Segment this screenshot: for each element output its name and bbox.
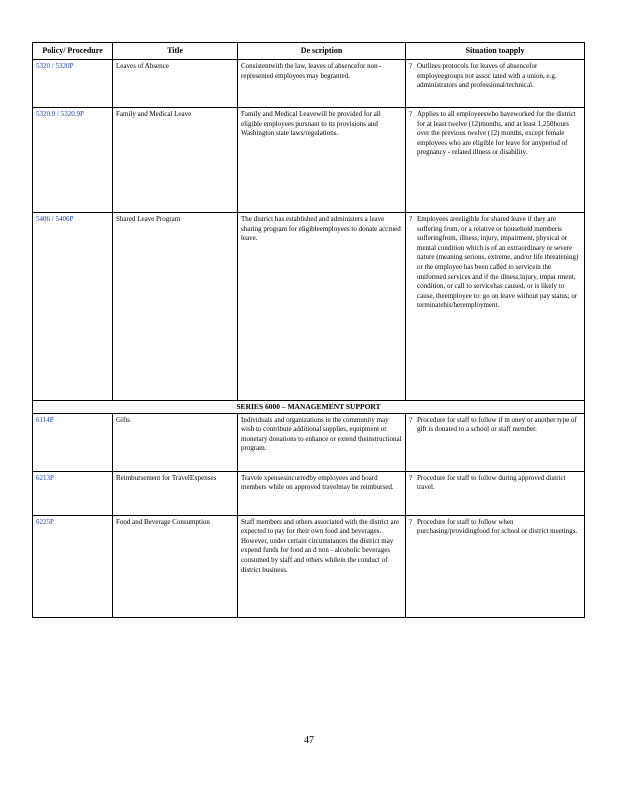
bullet-icon: ? xyxy=(409,415,413,424)
policy-situation xyxy=(406,413,585,471)
policy-code: 6114P xyxy=(33,413,113,471)
policy-title: Food and Beverage Consumption xyxy=(113,515,238,617)
policy-code: 5320.9 / 5320.9P xyxy=(33,108,113,213)
policy-code: 6225P xyxy=(33,515,113,617)
table-row xyxy=(33,60,585,108)
policy-description: The district has established and administers a leave sharing program for eligibleemployees to donate accrued leave. xyxy=(238,213,406,401)
policy-description: Individuals and organizations in the community may wish to contribute additional supplies, equipment or monetary donations to enhance or extend theinstructional program. xyxy=(238,413,406,471)
series-heading: SERIES 6000 – MANAGEMENT SUPPORT xyxy=(33,401,585,414)
situation-text: Employees areeligible for shared leave if they are suffering from, or a relative or household memberis sufferingfrom, illness, injury, impairment, physical or mental condition which is of an extraordinary or severe nature (meaning serious, extreme, and/or life threatening) or the employee has been called to servicein the uniformed services and if the illness,injury, impai rment, condition, or call to servicehas caused, or is likely to cause, theemployee to: go on leave without pay status; or terminatehis/heremployment. xyxy=(417,215,579,310)
situation-text: Outlines protocols for leaves of absencefor employeegroups not assoc iated with a union, e.g. administrators and professional/technical. xyxy=(417,62,557,90)
policy-code: 6213P xyxy=(33,471,113,515)
situation-text: Procedure for staff to follow when purchasing/providingfood for school or district meetings. xyxy=(417,517,578,536)
bullet-icon: ? xyxy=(409,110,413,118)
bullet-icon: ? xyxy=(409,517,413,526)
table-row xyxy=(33,213,585,401)
policy-description: Staff members and others associated with the district are expected to pay for their own food and beverages. However, under certain circumstances the district may expend funds for food an d non - alcoholic beverages consumed by staff and others whilein the conduct of district business. xyxy=(238,515,406,617)
table-row xyxy=(33,515,585,617)
policy-situation xyxy=(406,108,585,213)
situation-text: Procedure for staff to follow if m oney or another type of gift is donated to a school or staff member. xyxy=(417,415,577,434)
policy-title: Reimbursement for TravelExpenses xyxy=(113,471,238,515)
header-policy: Policy/ Procedure xyxy=(33,43,113,60)
bullet-icon: ? xyxy=(409,62,413,70)
policy-code: 5320 / 5320P xyxy=(33,60,113,108)
series-heading-row xyxy=(33,401,585,414)
policy-title: Shared Leave Program xyxy=(113,213,238,401)
policy-description: Family and Medical Leavewill be provided for all eligible employees pursuant to its provisions and Washington state laws/regulations. xyxy=(238,108,406,213)
policy-situation xyxy=(406,515,585,617)
bullet-icon: ? xyxy=(409,473,413,482)
policy-title: Gifts xyxy=(113,413,238,471)
page-number: 47 xyxy=(304,735,314,746)
bullet-icon: ? xyxy=(409,215,413,223)
table-row xyxy=(33,413,585,471)
policy-situation xyxy=(406,60,585,108)
policy-table xyxy=(32,42,585,618)
table-row xyxy=(33,471,585,515)
header-description: De scription xyxy=(238,43,406,60)
situation-text: Procedure for staff to follow during approved district travel. xyxy=(417,473,566,492)
policy-title: Leaves of Absence xyxy=(113,60,238,108)
policy-situation xyxy=(406,471,585,515)
policy-situation xyxy=(406,213,585,401)
header-row xyxy=(33,43,585,60)
policy-description: Consistentwith the law, leaves of absencefor non - represented employees may begranted. xyxy=(238,60,406,108)
situation-text: Applies to all employeeswho haveworked for the district for at least twelve (12)months, and at least 1,250hours over the previous twelve (12) months, except female employees who are eligible for leave for anyperiod of pregnancy - related illness or disability. xyxy=(417,110,576,157)
header-title: Title xyxy=(113,43,238,60)
policy-description: Travele xpensesincurredby employees and board members while on approved travelmay be reimbursed. xyxy=(238,471,406,515)
header-situation: Situation toapply xyxy=(406,43,585,60)
policy-code: 5406 / 5406P xyxy=(33,213,113,401)
table-row xyxy=(33,108,585,213)
policy-title: Family and Medical Leave xyxy=(113,108,238,213)
